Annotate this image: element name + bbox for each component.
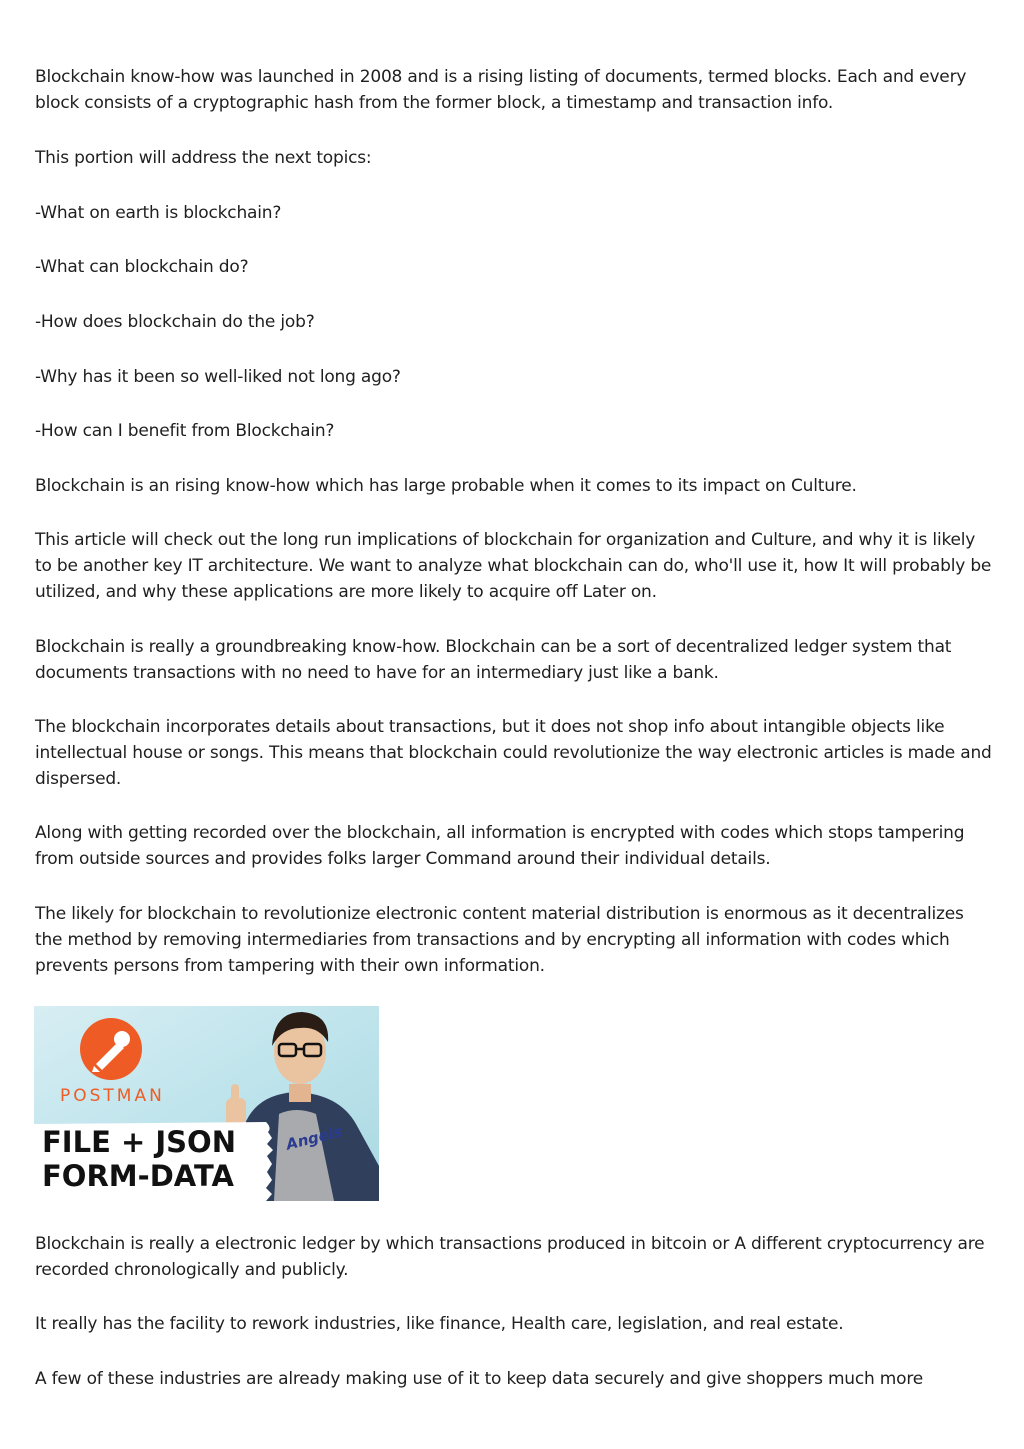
thumbnail-title-line-2: FORM-DATA bbox=[42, 1159, 234, 1193]
topic-item: -What can blockchain do? bbox=[35, 257, 249, 277]
paragraph: The likely for blockchain to revolutionize electronic content material distribution is enormous as it decentralizes the method by removing intermediaries from transactions and by encrypting all information with codes which prevents persons from tampering with their own information. bbox=[35, 904, 964, 976]
topic-item: -How does blockchain do the job? bbox=[35, 312, 315, 332]
paragraph: Blockchain is an rising know-how which has large probable when it comes to its impact on Culture. bbox=[35, 476, 857, 496]
topic-item: -What on earth is blockchain? bbox=[35, 203, 282, 223]
postman-brand-text: POSTMAN bbox=[60, 1086, 165, 1106]
topic-item: -How can I benefit from Blockchain? bbox=[35, 421, 335, 441]
paragraph: Blockchain is really a electronic ledger by which transactions produced in bitcoin or A different cryptocurrency are recorded chronologically and publicly. bbox=[35, 1234, 985, 1280]
topic-item: -Why has it been so well-liked not long ago? bbox=[35, 367, 401, 387]
paragraph-topics-intro: This portion will address the next topics: bbox=[35, 148, 372, 168]
shirt-print: Angels bbox=[284, 1122, 345, 1154]
paragraph: The blockchain incorporates details about transactions, but it does not shop info about intangible objects like intellectual house or songs. This means that blockchain could revolutionize the way electronic articles is made and dispersed. bbox=[35, 717, 992, 789]
paragraph: This article will check out the long run implications of blockchain for organization and Culture, and why it is likely to be another key IT architecture. We want to analyze what blockchain can do, who'll use it, how It will probably be utilized, and why these applications are more likely to acquire off Later on. bbox=[35, 530, 992, 602]
postman-logo-icon bbox=[80, 1018, 142, 1080]
paragraph-intro: Blockchain know-how was launched in 2008 and is a rising listing of documents, termed blocks. Each and every block consists of a cryptographic hash from the former block, a timestamp and transaction info. bbox=[35, 67, 967, 113]
paragraph: Blockchain is really a groundbreaking know-how. Blockchain can be a sort of decentralized ledger system that documents transactions with no need to have for an intermediary just like a bank. bbox=[35, 637, 952, 683]
paragraph: It really has the facility to rework industries, like finance, Health care, legislation, and real estate. bbox=[35, 1314, 844, 1334]
paragraph: Along with getting recorded over the blockchain, all information is encrypted with codes which stops tampering from outside sources and provides folks larger Command around their individual details. bbox=[35, 823, 965, 869]
postman-video-thumbnail[interactable] bbox=[34, 1006, 379, 1201]
thumbnail-title-line-1: FILE + JSON bbox=[42, 1125, 236, 1159]
paragraph: A few of these industries are already making use of it to keep data securely and give shoppers much more bbox=[35, 1369, 924, 1389]
